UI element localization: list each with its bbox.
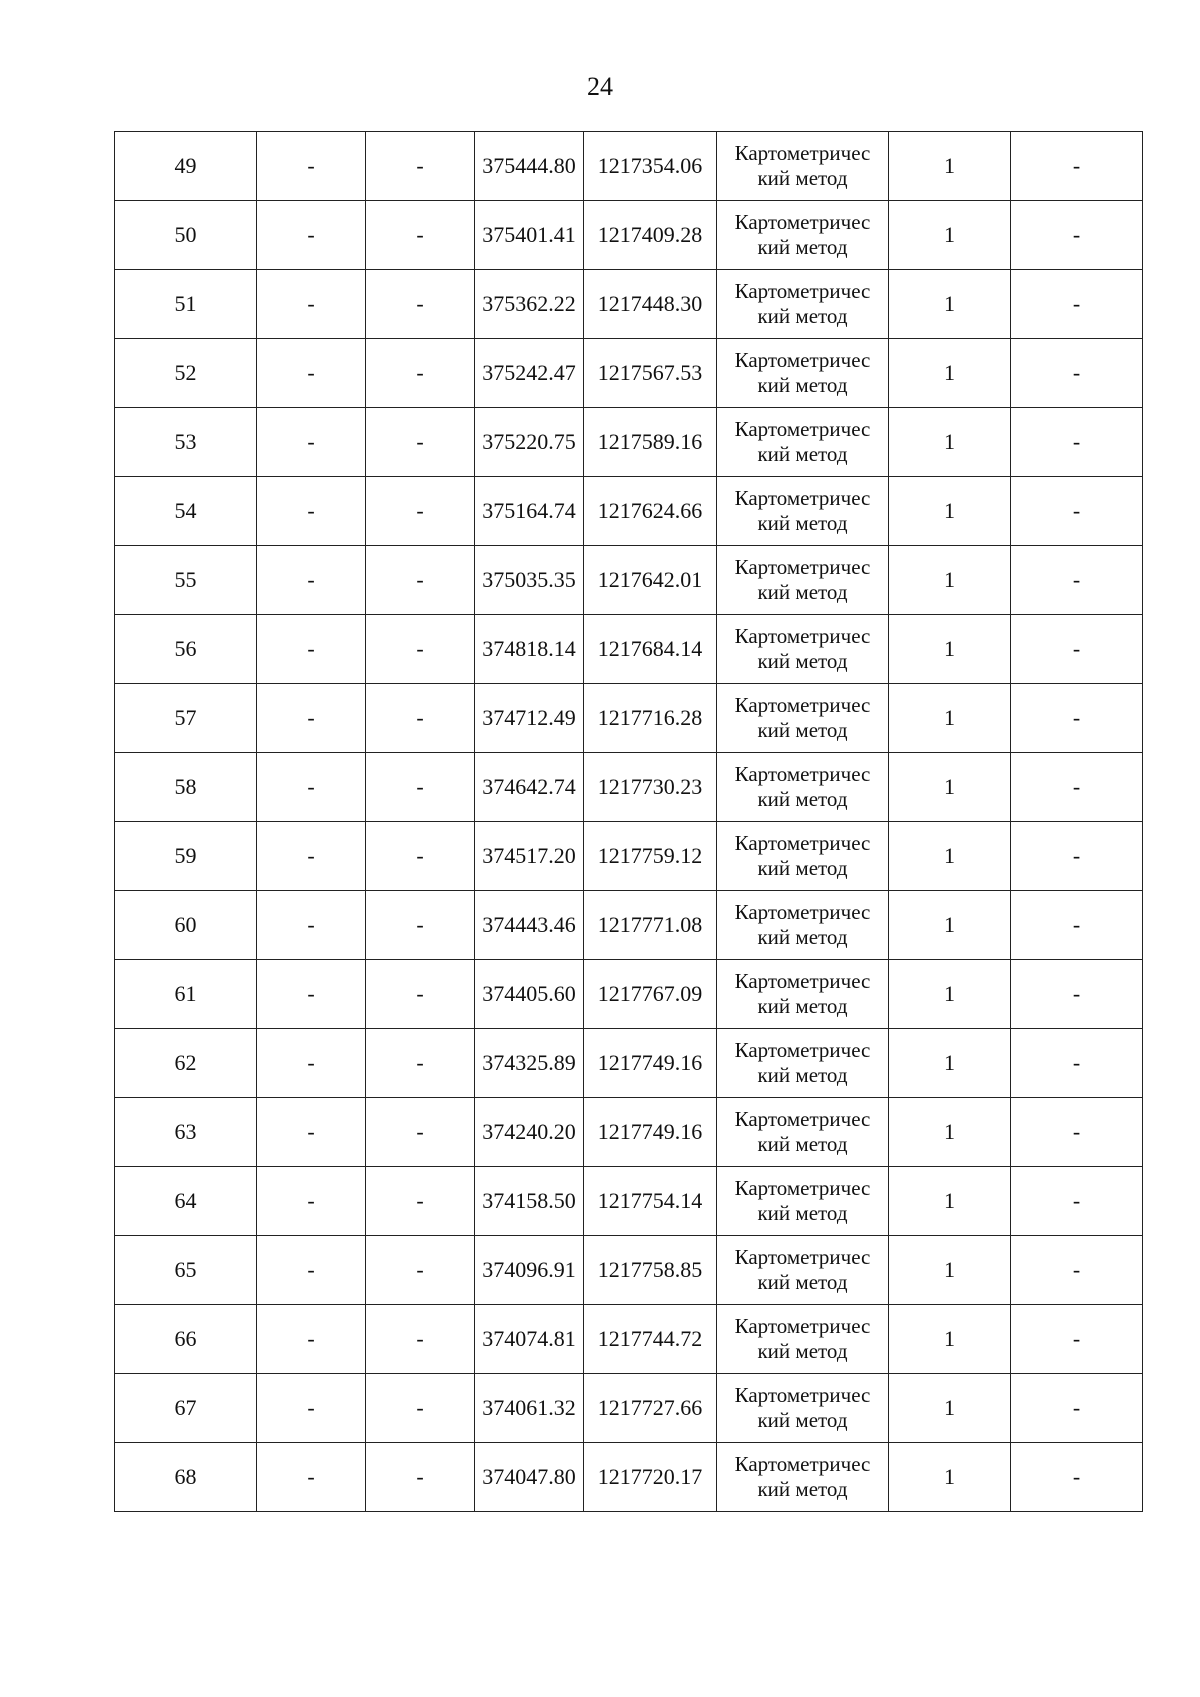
table-row bbox=[115, 891, 1143, 960]
blank-cell-b: - bbox=[366, 1236, 475, 1305]
accuracy-cell: 1 bbox=[889, 960, 1011, 1029]
note-cell: - bbox=[1011, 339, 1143, 408]
note-cell: - bbox=[1011, 960, 1143, 1029]
blank-cell-a: - bbox=[257, 132, 366, 201]
note-cell: - bbox=[1011, 1443, 1143, 1512]
accuracy-cell: 1 bbox=[889, 753, 1011, 822]
point-number-cell: 52 bbox=[115, 339, 257, 408]
method-cell bbox=[717, 132, 889, 201]
method-line: Картометричес bbox=[734, 1176, 871, 1200]
blank-cell-a: - bbox=[257, 477, 366, 546]
y-coordinate-cell: 1217684.14 bbox=[584, 615, 717, 684]
table-row bbox=[115, 1167, 1143, 1236]
blank-cell-a: - bbox=[257, 1098, 366, 1167]
x-coordinate-cell: 375164.74 bbox=[475, 477, 584, 546]
method-cell bbox=[717, 891, 889, 960]
table-body bbox=[115, 132, 1143, 1512]
x-coordinate-cell: 374061.32 bbox=[475, 1374, 584, 1443]
blank-cell-b: - bbox=[366, 408, 475, 477]
method-line: кий метод bbox=[757, 1201, 848, 1225]
blank-cell-a: - bbox=[257, 1374, 366, 1443]
blank-cell-a: - bbox=[257, 822, 366, 891]
method-line: Картометричес bbox=[734, 141, 871, 165]
method-cell bbox=[717, 1029, 889, 1098]
table-row bbox=[115, 684, 1143, 753]
blank-cell-a: - bbox=[257, 615, 366, 684]
point-number-cell: 59 bbox=[115, 822, 257, 891]
note-cell: - bbox=[1011, 891, 1143, 960]
method-line: Картометричес bbox=[734, 831, 871, 855]
method-line: Картометричес bbox=[734, 693, 871, 717]
method-line: Картометричес bbox=[734, 486, 871, 510]
blank-cell-a: - bbox=[257, 1236, 366, 1305]
blank-cell-b: - bbox=[366, 1167, 475, 1236]
method-line: кий метод bbox=[757, 1408, 848, 1432]
note-cell: - bbox=[1011, 1098, 1143, 1167]
blank-cell-a: - bbox=[257, 753, 366, 822]
method-line: Картометричес bbox=[734, 900, 871, 924]
method-line: кий метод bbox=[757, 166, 848, 190]
table-row bbox=[115, 822, 1143, 891]
table-row bbox=[115, 753, 1143, 822]
blank-cell-b: - bbox=[366, 822, 475, 891]
blank-cell-b: - bbox=[366, 891, 475, 960]
blank-cell-b: - bbox=[366, 615, 475, 684]
y-coordinate-cell: 1217716.28 bbox=[584, 684, 717, 753]
blank-cell-b: - bbox=[366, 546, 475, 615]
note-cell: - bbox=[1011, 615, 1143, 684]
note-cell: - bbox=[1011, 1236, 1143, 1305]
blank-cell-a: - bbox=[257, 408, 366, 477]
method-line: кий метод bbox=[757, 718, 848, 742]
blank-cell-a: - bbox=[257, 684, 366, 753]
coordinates-table bbox=[114, 131, 1143, 1512]
y-coordinate-cell: 1217749.16 bbox=[584, 1098, 717, 1167]
method-cell bbox=[717, 1374, 889, 1443]
x-coordinate-cell: 374443.46 bbox=[475, 891, 584, 960]
method-line: кий метод bbox=[757, 994, 848, 1018]
method-cell bbox=[717, 960, 889, 1029]
y-coordinate-cell: 1217727.66 bbox=[584, 1374, 717, 1443]
note-cell: - bbox=[1011, 1029, 1143, 1098]
accuracy-cell: 1 bbox=[889, 822, 1011, 891]
y-coordinate-cell: 1217767.09 bbox=[584, 960, 717, 1029]
accuracy-cell: 1 bbox=[889, 477, 1011, 546]
table-row bbox=[115, 477, 1143, 546]
method-line: кий метод bbox=[757, 1270, 848, 1294]
blank-cell-a: - bbox=[257, 1305, 366, 1374]
method-cell bbox=[717, 1236, 889, 1305]
blank-cell-b: - bbox=[366, 753, 475, 822]
blank-cell-a: - bbox=[257, 546, 366, 615]
point-number-cell: 50 bbox=[115, 201, 257, 270]
table-row bbox=[115, 1236, 1143, 1305]
blank-cell-b: - bbox=[366, 339, 475, 408]
point-number-cell: 64 bbox=[115, 1167, 257, 1236]
table-row bbox=[115, 615, 1143, 684]
method-line: кий метод bbox=[757, 511, 848, 535]
method-line: кий метод bbox=[757, 1339, 848, 1363]
y-coordinate-cell: 1217589.16 bbox=[584, 408, 717, 477]
accuracy-cell: 1 bbox=[889, 891, 1011, 960]
method-line: Картометричес bbox=[734, 624, 871, 648]
note-cell: - bbox=[1011, 201, 1143, 270]
method-line: Картометричес bbox=[734, 1452, 871, 1476]
accuracy-cell: 1 bbox=[889, 1236, 1011, 1305]
blank-cell-a: - bbox=[257, 960, 366, 1029]
table-row bbox=[115, 1443, 1143, 1512]
method-cell bbox=[717, 546, 889, 615]
x-coordinate-cell: 374096.91 bbox=[475, 1236, 584, 1305]
method-line: кий метод bbox=[757, 373, 848, 397]
y-coordinate-cell: 1217759.12 bbox=[584, 822, 717, 891]
accuracy-cell: 1 bbox=[889, 201, 1011, 270]
method-line: Картометричес bbox=[734, 1038, 871, 1062]
x-coordinate-cell: 375444.80 bbox=[475, 132, 584, 201]
point-number-cell: 62 bbox=[115, 1029, 257, 1098]
point-number-cell: 65 bbox=[115, 1236, 257, 1305]
x-coordinate-cell: 374712.49 bbox=[475, 684, 584, 753]
x-coordinate-cell: 375035.35 bbox=[475, 546, 584, 615]
blank-cell-a: - bbox=[257, 201, 366, 270]
note-cell: - bbox=[1011, 753, 1143, 822]
note-cell: - bbox=[1011, 1374, 1143, 1443]
x-coordinate-cell: 374158.50 bbox=[475, 1167, 584, 1236]
table-row bbox=[115, 1098, 1143, 1167]
x-coordinate-cell: 375362.22 bbox=[475, 270, 584, 339]
method-line: кий метод bbox=[757, 649, 848, 673]
y-coordinate-cell: 1217758.85 bbox=[584, 1236, 717, 1305]
blank-cell-b: - bbox=[366, 1098, 475, 1167]
table-row bbox=[115, 201, 1143, 270]
method-cell bbox=[717, 1098, 889, 1167]
method-line: кий метод bbox=[757, 442, 848, 466]
point-number-cell: 56 bbox=[115, 615, 257, 684]
accuracy-cell: 1 bbox=[889, 339, 1011, 408]
method-cell bbox=[717, 339, 889, 408]
accuracy-cell: 1 bbox=[889, 1305, 1011, 1374]
accuracy-cell: 1 bbox=[889, 1029, 1011, 1098]
point-number-cell: 51 bbox=[115, 270, 257, 339]
blank-cell-b: - bbox=[366, 1443, 475, 1512]
note-cell: - bbox=[1011, 270, 1143, 339]
note-cell: - bbox=[1011, 822, 1143, 891]
point-number-cell: 66 bbox=[115, 1305, 257, 1374]
blank-cell-b: - bbox=[366, 1029, 475, 1098]
note-cell: - bbox=[1011, 132, 1143, 201]
x-coordinate-cell: 374047.80 bbox=[475, 1443, 584, 1512]
accuracy-cell: 1 bbox=[889, 546, 1011, 615]
method-cell bbox=[717, 822, 889, 891]
table-row bbox=[115, 339, 1143, 408]
method-cell bbox=[717, 1443, 889, 1512]
point-number-cell: 60 bbox=[115, 891, 257, 960]
blank-cell-a: - bbox=[257, 1443, 366, 1512]
x-coordinate-cell: 375401.41 bbox=[475, 201, 584, 270]
accuracy-cell: 1 bbox=[889, 1098, 1011, 1167]
y-coordinate-cell: 1217567.53 bbox=[584, 339, 717, 408]
blank-cell-a: - bbox=[257, 1167, 366, 1236]
method-cell bbox=[717, 201, 889, 270]
point-number-cell: 58 bbox=[115, 753, 257, 822]
y-coordinate-cell: 1217624.66 bbox=[584, 477, 717, 546]
accuracy-cell: 1 bbox=[889, 408, 1011, 477]
point-number-cell: 63 bbox=[115, 1098, 257, 1167]
y-coordinate-cell: 1217448.30 bbox=[584, 270, 717, 339]
y-coordinate-cell: 1217744.72 bbox=[584, 1305, 717, 1374]
method-line: Картометричес bbox=[734, 762, 871, 786]
blank-cell-a: - bbox=[257, 1029, 366, 1098]
blank-cell-a: - bbox=[257, 891, 366, 960]
point-number-cell: 53 bbox=[115, 408, 257, 477]
blank-cell-b: - bbox=[366, 270, 475, 339]
blank-cell-a: - bbox=[257, 339, 366, 408]
method-cell bbox=[717, 477, 889, 546]
y-coordinate-cell: 1217771.08 bbox=[584, 891, 717, 960]
y-coordinate-cell: 1217754.14 bbox=[584, 1167, 717, 1236]
method-line: Картометричес bbox=[734, 1107, 871, 1131]
method-line: Картометричес bbox=[734, 348, 871, 372]
method-line: кий метод bbox=[757, 925, 848, 949]
x-coordinate-cell: 374818.14 bbox=[475, 615, 584, 684]
y-coordinate-cell: 1217354.06 bbox=[584, 132, 717, 201]
point-number-cell: 57 bbox=[115, 684, 257, 753]
point-number-cell: 67 bbox=[115, 1374, 257, 1443]
accuracy-cell: 1 bbox=[889, 1374, 1011, 1443]
y-coordinate-cell: 1217409.28 bbox=[584, 201, 717, 270]
table-row bbox=[115, 1029, 1143, 1098]
note-cell: - bbox=[1011, 1167, 1143, 1236]
method-line: кий метод bbox=[757, 304, 848, 328]
x-coordinate-cell: 374405.60 bbox=[475, 960, 584, 1029]
method-line: кий метод bbox=[757, 1063, 848, 1087]
blank-cell-b: - bbox=[366, 684, 475, 753]
method-line: кий метод bbox=[757, 235, 848, 259]
method-cell bbox=[717, 1167, 889, 1236]
method-line: Картометричес bbox=[734, 210, 871, 234]
table-row bbox=[115, 1305, 1143, 1374]
point-number-cell: 55 bbox=[115, 546, 257, 615]
method-line: кий метод bbox=[757, 1477, 848, 1501]
point-number-cell: 54 bbox=[115, 477, 257, 546]
method-cell bbox=[717, 615, 889, 684]
x-coordinate-cell: 375220.75 bbox=[475, 408, 584, 477]
method-line: Картометричес bbox=[734, 279, 871, 303]
table-row bbox=[115, 408, 1143, 477]
blank-cell-b: - bbox=[366, 960, 475, 1029]
x-coordinate-cell: 374517.20 bbox=[475, 822, 584, 891]
note-cell: - bbox=[1011, 546, 1143, 615]
table-row bbox=[115, 546, 1143, 615]
method-line: Картометричес bbox=[734, 555, 871, 579]
y-coordinate-cell: 1217642.01 bbox=[584, 546, 717, 615]
method-line: Картометричес bbox=[734, 1314, 871, 1338]
accuracy-cell: 1 bbox=[889, 132, 1011, 201]
method-line: кий метод bbox=[757, 856, 848, 880]
method-cell bbox=[717, 684, 889, 753]
blank-cell-b: - bbox=[366, 132, 475, 201]
blank-cell-b: - bbox=[366, 477, 475, 546]
x-coordinate-cell: 374240.20 bbox=[475, 1098, 584, 1167]
y-coordinate-cell: 1217730.23 bbox=[584, 753, 717, 822]
point-number-cell: 61 bbox=[115, 960, 257, 1029]
blank-cell-b: - bbox=[366, 1374, 475, 1443]
accuracy-cell: 1 bbox=[889, 1167, 1011, 1236]
x-coordinate-cell: 375242.47 bbox=[475, 339, 584, 408]
x-coordinate-cell: 374642.74 bbox=[475, 753, 584, 822]
method-line: Картометричес bbox=[734, 969, 871, 993]
x-coordinate-cell: 374074.81 bbox=[475, 1305, 584, 1374]
table-row bbox=[115, 1374, 1143, 1443]
method-cell bbox=[717, 270, 889, 339]
method-cell bbox=[717, 1305, 889, 1374]
y-coordinate-cell: 1217749.16 bbox=[584, 1029, 717, 1098]
note-cell: - bbox=[1011, 684, 1143, 753]
blank-cell-b: - bbox=[366, 201, 475, 270]
point-number-cell: 68 bbox=[115, 1443, 257, 1512]
note-cell: - bbox=[1011, 477, 1143, 546]
method-line: кий метод bbox=[757, 580, 848, 604]
accuracy-cell: 1 bbox=[889, 615, 1011, 684]
method-cell bbox=[717, 753, 889, 822]
blank-cell-b: - bbox=[366, 1305, 475, 1374]
method-line: Картометричес bbox=[734, 1245, 871, 1269]
page-number: 24 bbox=[587, 72, 613, 101]
y-coordinate-cell: 1217720.17 bbox=[584, 1443, 717, 1512]
blank-cell-a: - bbox=[257, 270, 366, 339]
accuracy-cell: 1 bbox=[889, 1443, 1011, 1512]
table-row bbox=[115, 960, 1143, 1029]
point-number-cell: 49 bbox=[115, 132, 257, 201]
method-line: Картометричес bbox=[734, 417, 871, 441]
method-cell bbox=[717, 408, 889, 477]
method-line: Картометричес bbox=[734, 1383, 871, 1407]
table-row bbox=[115, 270, 1143, 339]
note-cell: - bbox=[1011, 408, 1143, 477]
method-line: кий метод bbox=[757, 787, 848, 811]
accuracy-cell: 1 bbox=[889, 684, 1011, 753]
accuracy-cell: 1 bbox=[889, 270, 1011, 339]
table-row bbox=[115, 132, 1143, 201]
note-cell: - bbox=[1011, 1305, 1143, 1374]
method-line: кий метод bbox=[757, 1132, 848, 1156]
x-coordinate-cell: 374325.89 bbox=[475, 1029, 584, 1098]
